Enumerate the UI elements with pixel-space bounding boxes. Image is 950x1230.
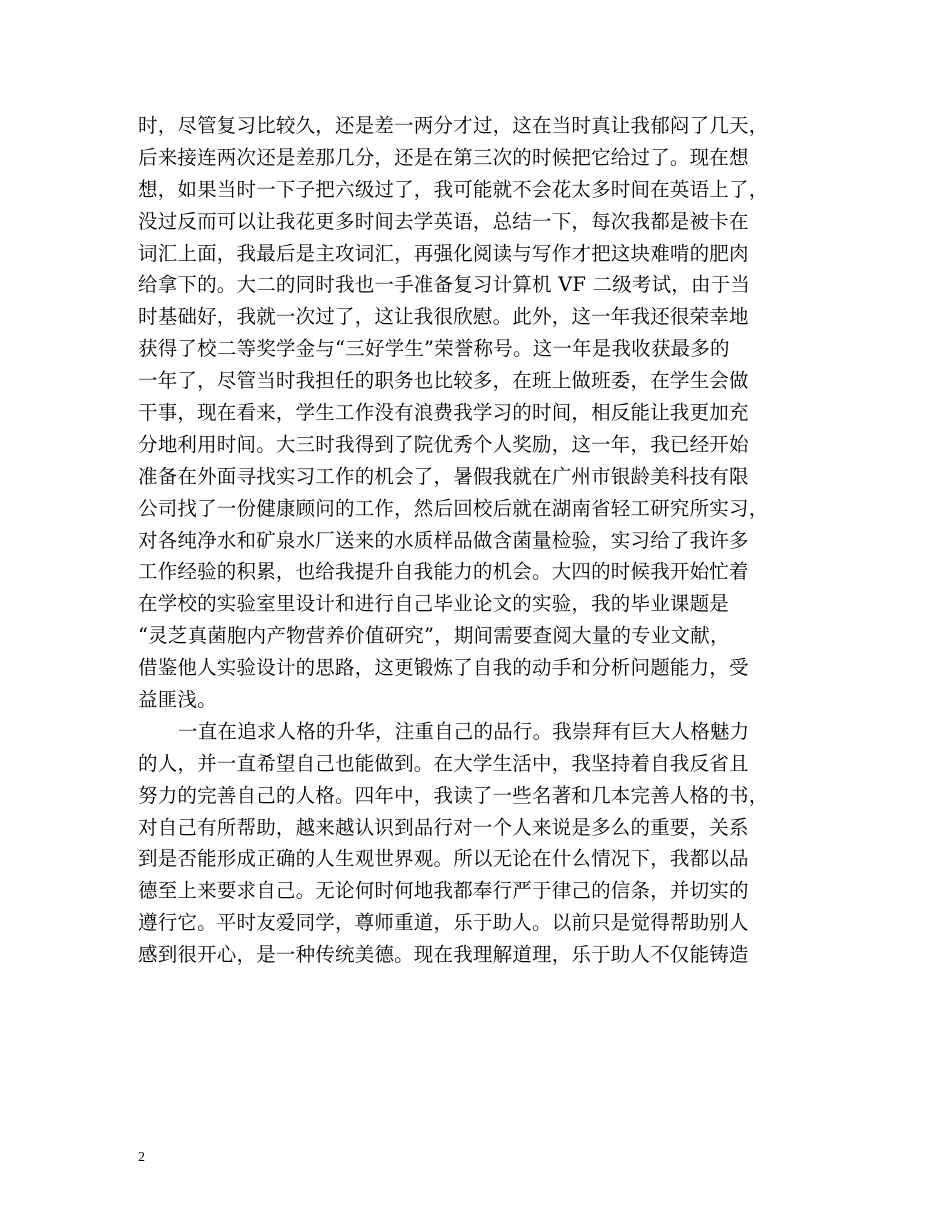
body-text <box>138 110 828 971</box>
text-line: 德至上来要求自己。无论何时何地我都奉行严于律己的信条，并切实的 <box>138 879 749 903</box>
text-line: 到是否能形成正确的人生观世界观。所以无论在什么情况下，我都以品 <box>138 847 749 871</box>
text-line: 工作经验的积累，也给我提升自我能力的机会。大四的时候我开始忙着 <box>138 560 749 584</box>
text-line: 的人，并一直希望自己也能做到。在大学生活中，我坚持着自我反省且 <box>138 751 749 775</box>
text-line: 准备在外面寻找实习工作的机会了，暑假我就在广州市银龄美科技有限 <box>138 464 749 488</box>
paragraph-first-line: 一直在追求人格的升华，注重自己的品行。我崇拜有巨大人格魅力 <box>178 719 750 743</box>
text-line: 努力的完善自己的人格。四年中，我读了一些名著和几本完善人格的书， <box>138 783 769 807</box>
text-line: 获得了校二等奖学金与“三好学生”荣誉称号。这一年是我收获最多的 <box>138 337 730 361</box>
text-line: 时基础好，我就一次过了，这让我很欣慰。此外，这一年我还很荣幸地 <box>138 305 749 329</box>
page-number: 2 <box>138 1150 145 1165</box>
text-line: “灵芝真菌胞内产物营养价值研究”，期间需要查阅大量的专业文献， <box>138 624 730 648</box>
text-line: 遵行它。平时友爱同学，尊师重道，乐于助人。以前只是觉得帮助别人 <box>138 911 749 935</box>
text-line: 词汇上面，我最后是主攻词汇，再强化阅读与写作才把这块难啃的肥肉 <box>138 241 749 265</box>
text-line: 干事，现在看来，学生工作没有浪费我学习的时间，相反能让我更加充 <box>138 401 749 425</box>
text-line: 感到很开心，是一种传统美德。现在我理解道理，乐于助人不仅能铸造 <box>138 943 749 967</box>
text-line: 公司找了一份健康顾问的工作，然后回校后就在湖南省轻工研究所实习， <box>138 496 769 520</box>
text-line: 对自己有所帮助，越来越认识到品行对一个人来说是多么的重要，关系 <box>138 815 749 839</box>
text-line: 在学校的实验室里设计和进行自己毕业论文的实验，我的毕业课题是 <box>138 592 730 616</box>
text-line: 给拿下的。大二的同时我也一手准备复习计算机 VF 二级考试，由于当 <box>138 273 751 297</box>
text-line: 没过反而可以让我花更多时间去学英语，总结一下，每次我都是被卡在 <box>138 209 749 233</box>
text-line: 分地利用时间。大三时我得到了院优秀个人奖励，这一年，我已经开始 <box>138 432 749 456</box>
text-line: 对各纯净水和矿泉水厂送来的水质样品做含菌量检验，实习给了我许多 <box>138 528 749 552</box>
text-line: 借鉴他人实验设计的思路，这更锻炼了自我的动手和分析问题能力，受 <box>138 656 749 680</box>
text-line: 益匪浅。 <box>138 688 217 712</box>
text-line: 时，尽管复习比较久，还是差一两分才过，这在当时真让我郁闷了几天， <box>138 114 769 137</box>
text-line: 后来接连两次还是差那几分，还是在第三次的时候把它给过了。现在想 <box>138 145 749 169</box>
text-line: 想，如果当时一下子把六级过了，我可能就不会花太多时间在英语上了， <box>138 177 769 201</box>
text-line: 一年了，尽管当时我担任的职务也比较多，在班上做班委，在学生会做 <box>138 369 749 393</box>
